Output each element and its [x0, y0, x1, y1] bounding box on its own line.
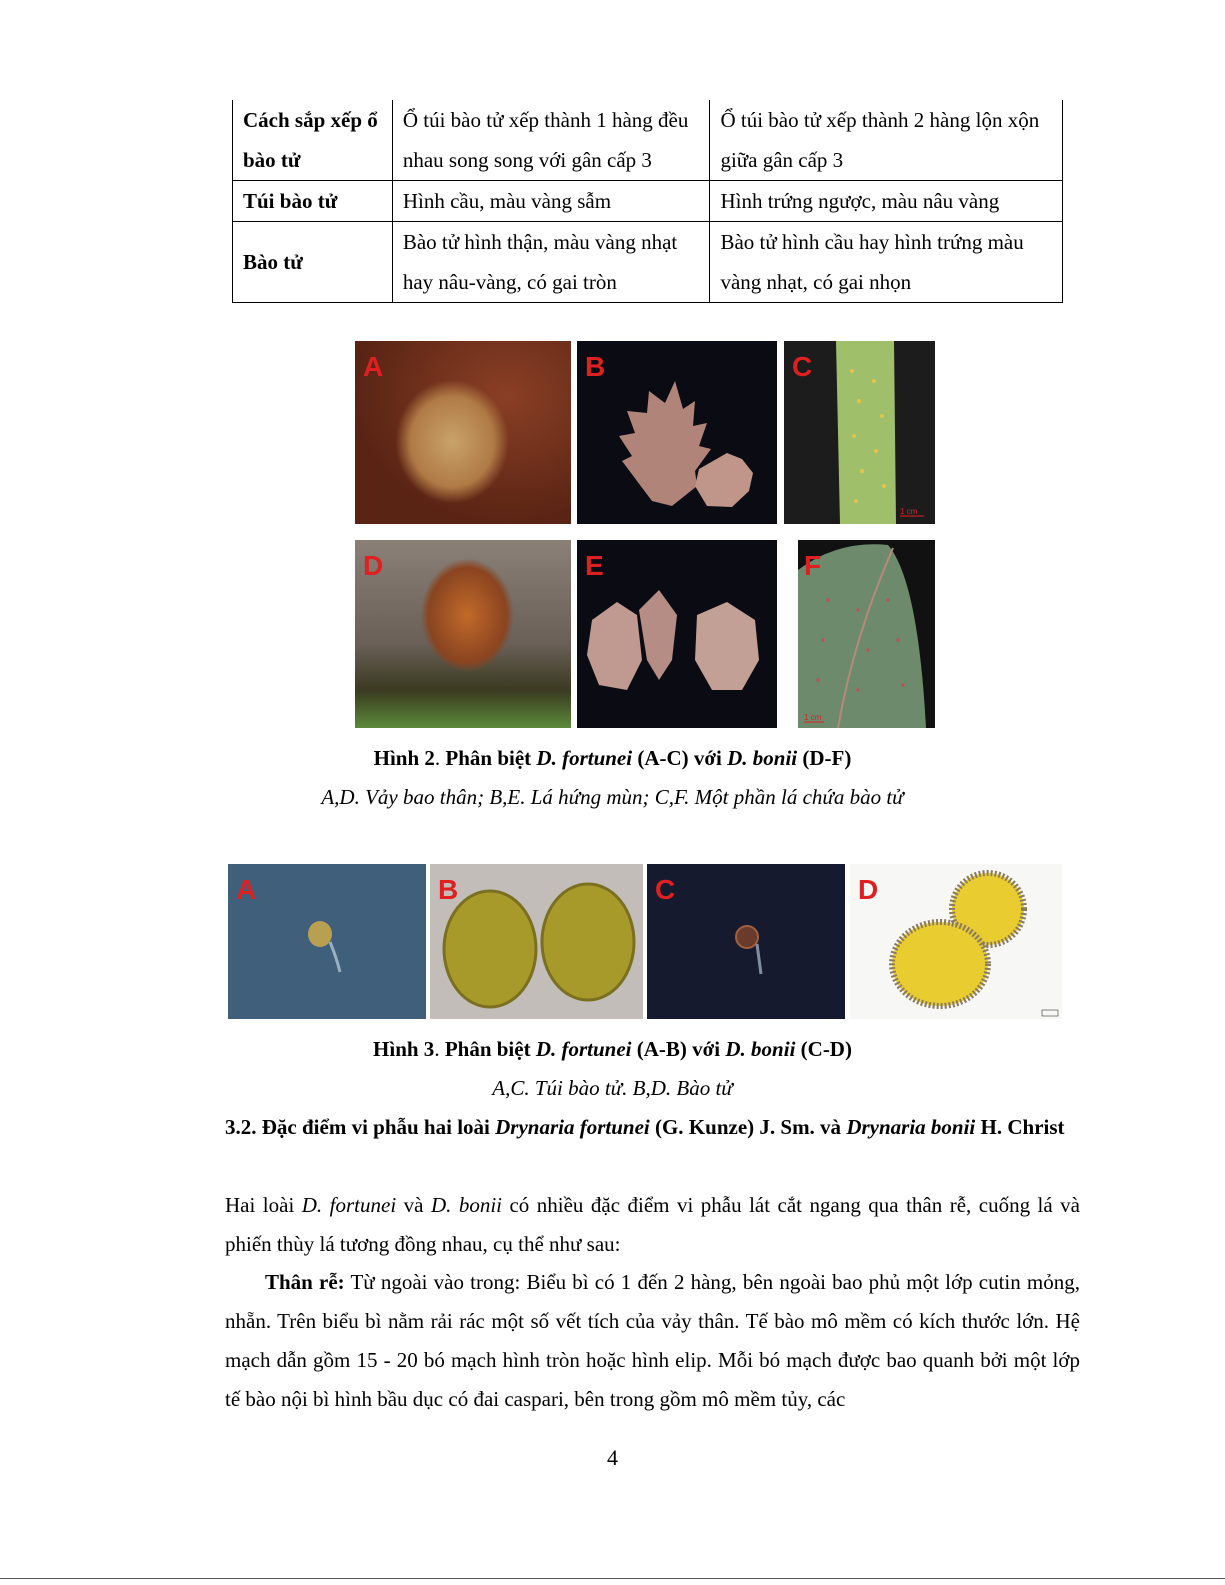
- species-name: D. fortunei: [535, 1037, 632, 1061]
- fig3-photo-a: [228, 864, 426, 1019]
- sporangium-graphic: [647, 864, 845, 1019]
- table-cell: Hình trứng ngược, màu nâu vàng: [710, 181, 1063, 222]
- panel-label: D: [858, 874, 879, 905]
- spores-graphic: [850, 864, 1062, 1019]
- fig2-photo-b: [577, 341, 777, 524]
- spores-graphic: [430, 864, 643, 1019]
- fig2-photo-a: [355, 341, 571, 524]
- panel-label: D: [363, 550, 384, 581]
- paragraph-rhizome: Thân rễ: Từ ngoài vào trong: Biểu bì có 1 đến 2 hàng, bên ngoài bao phủ một lớp cutin mỏng, nhẵn. Trên biểu bì nằm rải rác một số vết tích của vảy thân. Tế bào mô mềm có kích thước lớn. Hệ mạch dẫn gồm 15 - 20 bó mạch hình tròn hoặc hình elip. Mỗi bó mạch được bao quanh bởi một lớp tế bào nội bì hình bầu dục có đai caspari, bên trong gồm mô mềm tủy, các: [225, 1270, 1080, 1411]
- fig2-photo-c: [784, 341, 935, 524]
- table-cell: Ổ túi bào tử xếp thành 1 hàng đều nhau song song với gân cấp 3: [392, 100, 710, 181]
- caption-number: Hình 3: [373, 1037, 435, 1061]
- caption-number: Hình 2: [373, 746, 435, 770]
- comparison-table: [232, 100, 1063, 303]
- figure3-subcaption: A,C. Túi bào tử. B,D. Bào tử: [492, 1076, 733, 1100]
- page-bottom-divider: [0, 1578, 1225, 1579]
- caption-text: Phân biệt: [445, 746, 537, 770]
- row-label: Túi bào tử: [233, 181, 393, 222]
- scale-bar-label: 1 cm: [804, 713, 822, 722]
- panel-label: B: [438, 874, 459, 905]
- species-name: D. bonii: [725, 1037, 796, 1061]
- species-name: D. fortunei: [536, 746, 633, 770]
- table-row: [233, 181, 1063, 222]
- section-heading: 3.2. Đặc điểm vi phẫu hai loài Drynaria fortunei (G. Kunze) J. Sm. và Drynaria bonii H. Christ: [225, 1115, 1065, 1139]
- caption-text: (A-B) với: [631, 1037, 726, 1061]
- table-row: [233, 100, 1063, 181]
- species-name: D. bonii: [430, 1193, 502, 1217]
- species-name: D. fortunei: [301, 1193, 397, 1217]
- row-label: Cách sắp xếp ổ bào tử: [233, 100, 393, 181]
- figure2-subcaption: A,D. Vảy bao thân; B,E. Lá hứng mùn; C,F. Một phần lá chứa bào tử: [321, 785, 904, 809]
- figure2-caption: Hình 2. Phân biệt D. fortunei (A-C) với D. bonii (D-F): [373, 746, 852, 770]
- sporangium-graphic: [228, 864, 426, 1019]
- panel-label: E: [585, 550, 604, 581]
- panel-label: B: [585, 351, 606, 382]
- figure3-caption: Hình 3. Phân biệt D. fortunei (A-B) với D. bonii (C-D): [373, 1037, 852, 1061]
- panel-label: C: [792, 351, 813, 382]
- scale-bar-label: 1 cm: [900, 507, 918, 516]
- table-cell: Ổ túi bào tử xếp thành 2 hàng lộn xộn giữa gân cấp 3: [710, 100, 1063, 181]
- table-row: [233, 222, 1063, 303]
- species-name: Drynaria fortunei: [495, 1115, 650, 1139]
- frond-leaves-graphic: [577, 341, 777, 524]
- panel-label: F: [804, 550, 822, 581]
- caption-text: Phân biệt: [444, 1037, 536, 1061]
- table-cell: Bào tử hình thận, màu vàng nhạt hay nâu-vàng, có gai tròn: [392, 222, 710, 303]
- fig3-photo-d: [850, 864, 1062, 1019]
- caption-text: (A-C) với: [632, 746, 728, 770]
- page-number: 4: [607, 1445, 618, 1470]
- caption-text: (C-D): [795, 1037, 852, 1061]
- species-name: Drynaria bonii: [846, 1115, 976, 1139]
- caption-text: (D-F): [797, 746, 852, 770]
- paragraph-intro: Hai loài D. fortunei và D. bonii có nhiều đặc điểm vi phẫu lát cắt ngang qua thân rễ, cuống lá và phiến thùy lá tương đồng nhau, cụ thể như sau:: [225, 1193, 1080, 1256]
- fig2-photo-f: [798, 540, 935, 728]
- fig3-photo-b: [430, 864, 643, 1019]
- fig3-photo-c: [647, 864, 845, 1019]
- panel-label: C: [655, 874, 676, 905]
- row-label: Bào tử: [233, 222, 393, 303]
- fig2-photo-d: [355, 540, 571, 728]
- paragraph-lead: Thân rễ:: [265, 1270, 345, 1294]
- table-cell: Bào tử hình cầu hay hình trứng màu vàng nhạt, có gai nhọn: [710, 222, 1063, 303]
- frond-leaves-graphic: [577, 540, 777, 728]
- species-name: D. bonii: [727, 746, 798, 770]
- panel-label: A: [236, 874, 257, 905]
- table-cell: Hình cầu, màu vàng sẫm: [392, 181, 710, 222]
- panel-label: A: [363, 351, 384, 382]
- fig2-photo-e: [577, 540, 777, 728]
